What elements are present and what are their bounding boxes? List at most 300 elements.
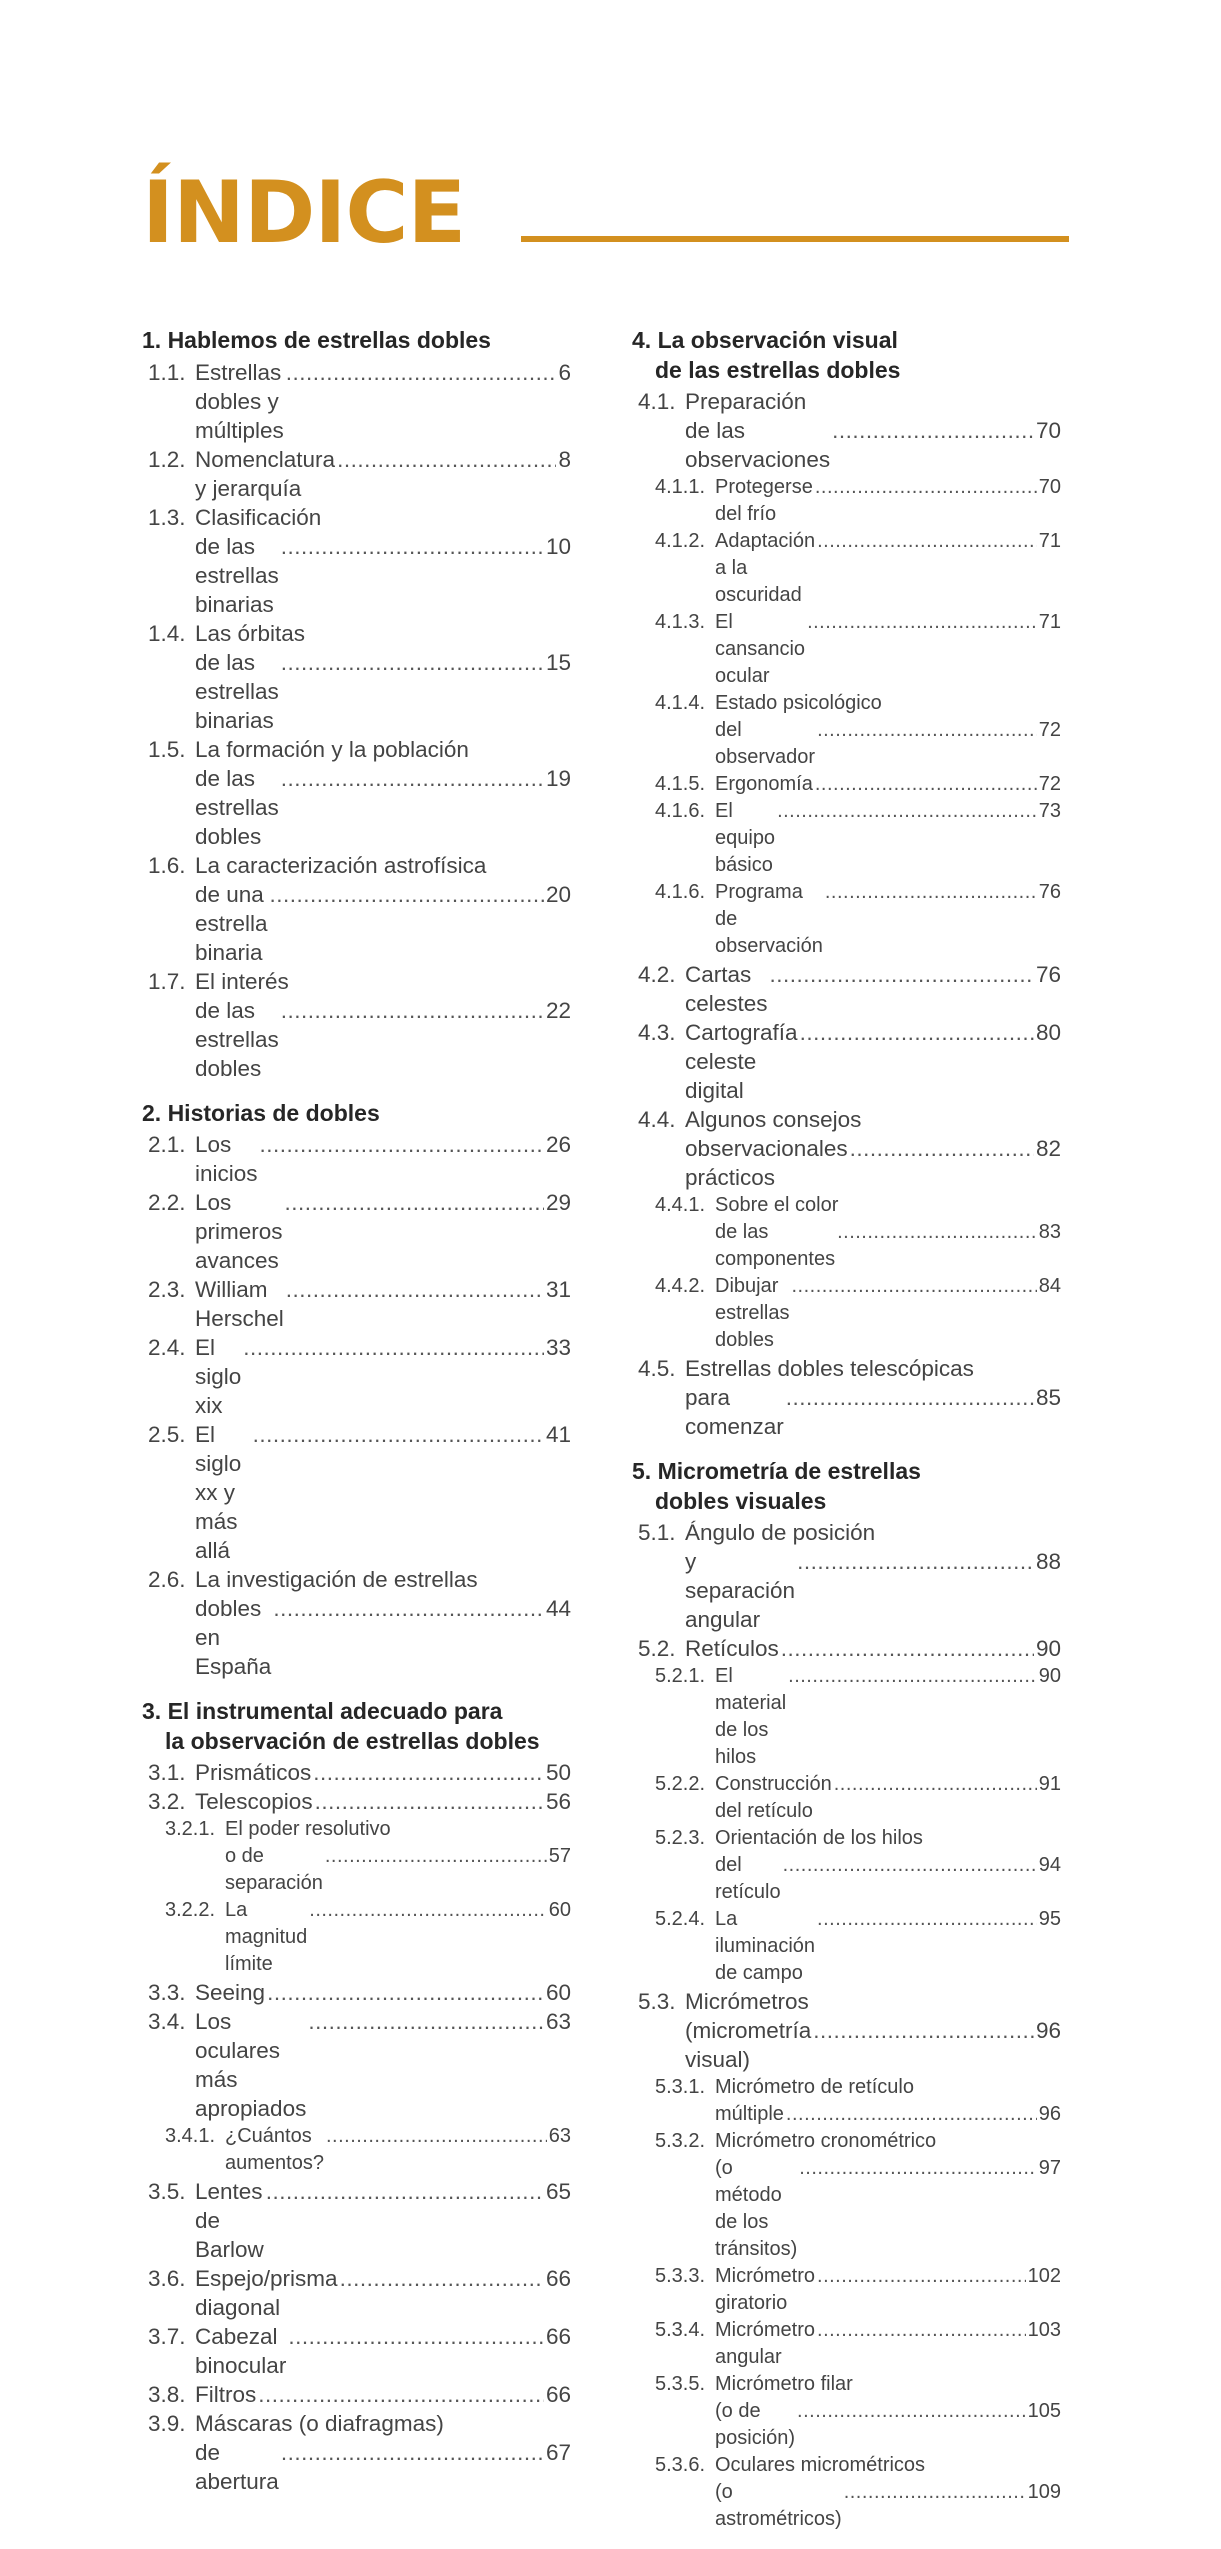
- chapter-entries: [632, 387, 1061, 1441]
- entry-title: La investigación de estrellas: [195, 1567, 478, 1592]
- entry-number: 5.1.: [638, 1520, 676, 1545]
- entry-page: 57: [548, 1845, 571, 1867]
- dot-leader: [825, 879, 1037, 906]
- entry-number: 1.4.: [148, 620, 186, 646]
- entry-page: 31: [545, 1277, 571, 1302]
- entry-text: [715, 1273, 1061, 1354]
- entry-number: 2.2.: [148, 1190, 186, 1215]
- entry-number: 5.2.2.: [655, 1773, 706, 1795]
- entry-number: 5.3.3.: [655, 2265, 706, 2287]
- entry-page: 66: [545, 2382, 571, 2407]
- entry-title: Micrómetro cronométrico: [715, 2130, 937, 2152]
- dot-leader: [797, 2398, 1026, 2425]
- page-title: ÍNDICE: [142, 163, 466, 263]
- entry-page: 80: [1035, 1020, 1061, 1045]
- entry-title: Orientación de los hilos: [715, 1827, 923, 1849]
- toc-entry[interactable]: [632, 2263, 1061, 2317]
- entry-title: Micrómetro de retículo: [715, 2076, 914, 2098]
- entry-text: [195, 1275, 571, 1333]
- entry-title-continuation: [685, 416, 1061, 474]
- entry-title: Micrómetro giratorio: [715, 2265, 816, 2314]
- chapter-title-line: 3. El instrumental adecuado para: [142, 1698, 503, 1724]
- entry-title: Telescopios: [195, 1789, 313, 1814]
- entry-title: El cansancio ocular: [715, 611, 806, 687]
- entry-text: [715, 1192, 1061, 1273]
- entry-page: 60: [545, 1980, 571, 2005]
- entry-title: Ergonomía: [715, 773, 813, 795]
- toc-entry[interactable]: [142, 1275, 571, 1333]
- entry-number: 3.4.1.: [165, 2125, 216, 2147]
- entry-page: 83: [1038, 1221, 1061, 1243]
- dot-leader: [800, 1018, 1034, 1047]
- dot-leader: [799, 2155, 1037, 2182]
- toc-entry[interactable]: [142, 619, 571, 735]
- toc-entry[interactable]: [142, 1188, 571, 1275]
- entry-title: (micrometría visual): [685, 2018, 812, 2072]
- entry-text: [195, 2007, 571, 2123]
- entry-text: [195, 2380, 571, 2409]
- dot-leader: [815, 474, 1037, 501]
- entry-number: 1.1.: [148, 359, 186, 385]
- entry-page: 94: [1038, 1854, 1061, 1876]
- chapter-title-line: 4. La observación visual: [632, 327, 898, 353]
- entry-title: La formación y la población: [195, 736, 469, 762]
- toc-entry[interactable]: [632, 474, 1061, 528]
- entry-title: Las órbitas: [195, 620, 306, 646]
- entry-text: [685, 1987, 1061, 2074]
- entry-page: 33: [545, 1335, 571, 1360]
- dot-leader: [273, 1594, 544, 1623]
- entry-number: 3.2.: [148, 1789, 186, 1814]
- entry-page: 88: [1035, 1549, 1061, 1574]
- dot-leader: [325, 1843, 547, 1870]
- entry-title: Cabezal binocular: [195, 2324, 287, 2378]
- toc-entry[interactable]: [632, 2452, 1061, 2533]
- entry-text: [715, 609, 1061, 690]
- toc-entry[interactable]: [142, 1758, 571, 1787]
- chapter-title-line: 1. Hablemos de estrellas dobles: [142, 327, 491, 353]
- chapter-title-line: la observación de estrellas dobles: [165, 1727, 540, 1754]
- entry-page: 84: [1038, 1275, 1061, 1297]
- chapter-title[interactable]: [632, 326, 1061, 385]
- entry-text: [195, 445, 571, 503]
- toc-entry[interactable]: [632, 1018, 1061, 1105]
- entry-number: 2.1.: [148, 1132, 186, 1157]
- entry-title: de las estrellas binarias: [195, 533, 279, 617]
- toc-entry[interactable]: [632, 1825, 1061, 1906]
- dot-leader: [281, 996, 544, 1025]
- entry-text: [195, 967, 571, 1083]
- entry-text: [715, 1825, 1061, 1906]
- toc-entry[interactable]: [632, 1663, 1061, 1771]
- entry-page: 22: [545, 997, 571, 1023]
- toc-entry[interactable]: [142, 967, 571, 1083]
- entry-title: de las componentes: [715, 1221, 836, 1270]
- dot-leader: [243, 1333, 544, 1362]
- toc-entry[interactable]: [632, 1354, 1061, 1441]
- entry-text: [225, 1897, 571, 1978]
- dot-leader: [832, 416, 1034, 445]
- dot-leader: [309, 1897, 546, 1924]
- entry-page: 65: [545, 2179, 571, 2204]
- entry-number: 4.1.6.: [655, 800, 706, 822]
- entry-number: 4.5.: [638, 1356, 676, 1381]
- dot-leader: [786, 2101, 1037, 2128]
- entry-page: 60: [548, 1899, 571, 1921]
- entry-title: y separación angular: [685, 1549, 796, 1632]
- entry-title-continuation: [715, 2479, 1061, 2533]
- entry-text: [715, 528, 1061, 609]
- entry-text: [715, 474, 1061, 528]
- entry-title: ¿Cuántos aumentos?: [225, 2125, 324, 2174]
- entry-number: 1.6.: [148, 852, 186, 878]
- toc-entry[interactable]: [142, 1787, 571, 1816]
- entry-number: 4.1.3.: [655, 611, 706, 633]
- toc-entry[interactable]: [142, 2007, 571, 2123]
- entry-text: [685, 1354, 1061, 1441]
- dot-leader: [281, 648, 544, 677]
- entry-title-continuation: [685, 1547, 1061, 1634]
- entry-title: dobles en España: [195, 1596, 272, 1679]
- toc-entry[interactable]: [142, 1333, 571, 1420]
- entry-number: 3.3.: [148, 1980, 186, 2005]
- dot-leader: [817, 2263, 1026, 2290]
- entry-title: Programa de observación: [715, 881, 823, 957]
- entry-text: [195, 2264, 571, 2322]
- entry-number: 4.3.: [638, 1020, 676, 1045]
- dot-leader: [258, 2380, 544, 2409]
- entry-text: [225, 1816, 571, 1897]
- entry-text: [195, 1333, 571, 1420]
- toc-entry[interactable]: [142, 2409, 571, 2496]
- toc-entry[interactable]: [142, 2322, 571, 2380]
- toc-entry[interactable]: [632, 1634, 1061, 1663]
- entry-title: para comenzar: [685, 1385, 784, 1439]
- entry-title: Dibujar estrellas dobles: [715, 1275, 790, 1351]
- entry-number: 4.4.: [638, 1107, 676, 1132]
- entry-title: (o astrométricos): [715, 2481, 842, 2530]
- toc-entry[interactable]: [142, 2264, 571, 2322]
- entry-title: de las estrellas binarias: [195, 649, 279, 733]
- dot-leader: [340, 2264, 544, 2293]
- entry-text: [195, 358, 571, 445]
- entry-page: 71: [1038, 530, 1061, 552]
- entry-number: 3.6.: [148, 2266, 186, 2291]
- toc-entry[interactable]: [142, 2380, 571, 2409]
- entry-text: [195, 2409, 571, 2496]
- entry-title: Preparación: [685, 389, 807, 414]
- entry-number: 4.4.2.: [655, 1275, 706, 1297]
- toc-entry[interactable]: [142, 1130, 571, 1188]
- entry-title: Micrómetro angular: [715, 2319, 816, 2368]
- entry-title-continuation: [195, 532, 571, 619]
- entry-title: El interés: [195, 968, 289, 994]
- entry-text: [195, 2322, 571, 2380]
- entry-text: [225, 2123, 571, 2177]
- entry-text: [715, 1771, 1061, 1825]
- entry-number: 5.3.: [638, 1989, 676, 2014]
- entry-number: 3.4.: [148, 2009, 186, 2034]
- toc-entry[interactable]: [142, 445, 571, 503]
- dot-leader: [837, 1219, 1037, 1246]
- toc-entry[interactable]: [632, 2128, 1061, 2263]
- entry-number: 4.1.1.: [655, 476, 706, 498]
- entry-text: [685, 1518, 1061, 1634]
- entry-number: 2.5.: [148, 1422, 186, 1447]
- toc-entry[interactable]: [142, 851, 571, 967]
- toc-entry[interactable]: [142, 1897, 571, 1978]
- entry-title: La magnitud límite: [225, 1899, 308, 1975]
- toc-entry[interactable]: [632, 1273, 1061, 1354]
- chapter-title[interactable]: [142, 326, 571, 356]
- toc-entry[interactable]: [632, 1192, 1061, 1273]
- entry-number: 4.1.4.: [655, 692, 706, 714]
- entry-title-continuation: [195, 996, 571, 1083]
- entry-number: 5.3.1.: [655, 2076, 706, 2098]
- entry-title: Cartas celestes: [685, 962, 768, 1016]
- entry-number: 3.5.: [148, 2179, 186, 2204]
- entry-text: [195, 1787, 571, 1816]
- entry-text: [715, 2074, 1061, 2128]
- toc-entry[interactable]: [632, 1771, 1061, 1825]
- entry-title: Lentes de Barlow: [195, 2179, 264, 2262]
- entry-number: 5.2.1.: [655, 1665, 706, 1687]
- entry-title: Micrómetro filar: [715, 2373, 853, 2395]
- dot-leader: [817, 1906, 1037, 1933]
- entry-title: Construcción del retículo: [715, 1773, 832, 1822]
- entry-title-continuation: [715, 717, 1061, 771]
- toc-entry[interactable]: [632, 387, 1061, 474]
- entry-page: 41: [545, 1422, 571, 1447]
- entry-title-continuation: [715, 1852, 1061, 1906]
- entry-title: o de separación: [225, 1845, 323, 1894]
- entry-number: 2.6.: [148, 1567, 186, 1592]
- entry-text: [715, 2263, 1061, 2317]
- entry-page: 90: [1035, 1636, 1061, 1661]
- entry-title-continuation: [195, 764, 571, 851]
- entry-title: Los inicios: [195, 1132, 258, 1186]
- dot-leader: [286, 358, 557, 387]
- toc-entry[interactable]: [632, 1518, 1061, 1634]
- chapter-title[interactable]: [142, 1697, 571, 1756]
- entry-title: del retículo: [715, 1854, 781, 1903]
- entry-number: 3.9.: [148, 2411, 186, 2436]
- entry-page: 76: [1038, 881, 1061, 903]
- dot-leader: [783, 1852, 1037, 1879]
- dot-leader: [817, 528, 1037, 555]
- entry-text: [195, 1420, 571, 1565]
- dot-leader: [797, 1547, 1034, 1576]
- entry-text: [195, 1565, 571, 1681]
- entry-title: Retículos: [685, 1636, 779, 1661]
- entry-page: 109: [1027, 2481, 1061, 2503]
- chapter-entries: [632, 1518, 1061, 2533]
- entry-title: Estrellas dobles telescópicas: [685, 1356, 974, 1381]
- entry-page: 103: [1027, 2319, 1061, 2341]
- toc-entry[interactable]: [142, 735, 571, 851]
- entry-number: 5.2.4.: [655, 1908, 706, 1930]
- entry-page: 85: [1035, 1385, 1061, 1410]
- entry-number: 3.2.2.: [165, 1899, 216, 1921]
- entry-text: [195, 619, 571, 735]
- entry-number: 3.7.: [148, 2324, 186, 2349]
- dot-leader: [253, 1420, 544, 1449]
- entry-title: Espejo/prisma diagonal: [195, 2266, 338, 2320]
- dot-leader: [777, 798, 1037, 825]
- entry-page: 72: [1038, 773, 1061, 795]
- entry-page: 96: [1038, 2103, 1061, 2125]
- chapter-title-line: de las estrellas dobles: [655, 356, 901, 383]
- chapter-title[interactable]: [632, 1457, 1061, 1516]
- dot-leader: [788, 1663, 1037, 1690]
- entry-title: Máscaras (o diafragmas): [195, 2411, 444, 2436]
- toc-entry[interactable]: [632, 798, 1061, 879]
- chapter-title-line: dobles visuales: [655, 1487, 827, 1514]
- dot-leader: [286, 1275, 544, 1304]
- toc-column-left: [142, 326, 571, 2512]
- entry-page: 6: [558, 359, 571, 385]
- chapter-title-line: 2. Historias de dobles: [142, 1099, 380, 1126]
- dot-leader: [315, 1787, 544, 1816]
- entry-page: 29: [545, 1190, 571, 1215]
- toc-entry[interactable]: [632, 528, 1061, 609]
- entry-number: 4.4.1.: [655, 1194, 706, 1216]
- entry-page: 63: [545, 2009, 571, 2034]
- entry-page: 50: [545, 1760, 571, 1785]
- entry-text: [715, 771, 1061, 798]
- entry-text: [715, 2128, 1061, 2263]
- entry-title-continuation: [195, 1594, 571, 1681]
- entry-page: 72: [1038, 719, 1061, 741]
- entry-title-continuation: [685, 2016, 1061, 2074]
- toc-entry[interactable]: [632, 879, 1061, 960]
- toc-entry[interactable]: [142, 503, 571, 619]
- dot-leader: [781, 1634, 1034, 1663]
- chapter-entries: [142, 1758, 571, 2496]
- entry-page: 8: [558, 446, 571, 472]
- entry-title-continuation: [685, 1134, 1061, 1192]
- toc-entry[interactable]: [632, 2317, 1061, 2371]
- toc-entry[interactable]: [632, 1906, 1061, 1987]
- toc-entry[interactable]: [142, 2177, 571, 2264]
- entry-page: 70: [1038, 476, 1061, 498]
- entry-title: de una estrella binaria: [195, 881, 268, 965]
- chapter-entries: [142, 1130, 571, 1681]
- entry-text: [715, 879, 1061, 960]
- entry-number: 4.1.6.: [655, 881, 706, 903]
- entry-page: 10: [545, 533, 571, 559]
- dot-leader: [786, 1383, 1034, 1412]
- entry-number: 2.3.: [148, 1277, 186, 1302]
- entry-text: [195, 2177, 571, 2264]
- entry-text: [195, 503, 571, 619]
- entry-title: de las observaciones: [685, 418, 831, 472]
- entry-title: Nomenclatura y jerarquía: [195, 446, 336, 501]
- toc-column-right: [632, 326, 1061, 2549]
- entry-title: Adaptación a la oscuridad: [715, 530, 816, 606]
- dot-leader: [267, 1978, 544, 2007]
- dot-leader: [817, 717, 1037, 744]
- entry-text: [685, 1634, 1061, 1663]
- entry-number: 5.3.4.: [655, 2319, 706, 2341]
- entry-title: Ángulo de posición: [685, 1520, 876, 1545]
- entry-title: El equipo básico: [715, 800, 776, 876]
- entry-title: de las estrellas dobles: [195, 997, 279, 1081]
- entry-number: 1.5.: [148, 736, 186, 762]
- entry-title: Estado psicológico: [715, 692, 882, 714]
- entry-title-continuation: [715, 2398, 1061, 2452]
- entry-title: del observador: [715, 719, 816, 768]
- title-rule: [521, 236, 1069, 242]
- entry-text: [195, 1758, 571, 1787]
- toc-entry[interactable]: [142, 1420, 571, 1565]
- entry-title-continuation: [195, 2438, 571, 2496]
- entry-number: 5.2.3.: [655, 1827, 706, 1849]
- entry-title: Los oculares más apropiados: [195, 2009, 307, 2121]
- entry-title: Seeing: [195, 1980, 266, 2005]
- toc-entry[interactable]: [632, 960, 1061, 1018]
- dot-leader: [281, 2438, 544, 2467]
- entry-title: Protegerse del frío: [715, 476, 813, 525]
- dot-leader: [281, 764, 544, 793]
- entry-text: [715, 2452, 1061, 2533]
- entry-number: 5.3.2.: [655, 2130, 706, 2152]
- entry-title: (o de posición): [715, 2400, 796, 2449]
- toc-entry[interactable]: [142, 1565, 571, 1681]
- entry-title: Los primeros avances: [195, 1190, 283, 1273]
- entry-number: 5.3.5.: [655, 2373, 706, 2395]
- entry-title: La caracterización astrofísica: [195, 852, 487, 878]
- chapter-title[interactable]: [142, 1099, 571, 1129]
- entry-page: 71: [1038, 611, 1061, 633]
- entry-text: [715, 2371, 1061, 2452]
- toc-entry[interactable]: [142, 1816, 571, 1897]
- entry-title-continuation: [685, 1383, 1061, 1441]
- toc-entry[interactable]: [142, 358, 571, 445]
- entry-title: El material de los hilos: [715, 1665, 787, 1768]
- toc-entry[interactable]: [632, 690, 1061, 771]
- dot-leader: [791, 1273, 1036, 1300]
- entry-number: 4.1.2.: [655, 530, 706, 552]
- entry-title: Cartografía celeste digital: [685, 1020, 798, 1103]
- entry-page: 90: [1038, 1665, 1061, 1687]
- dot-leader: [308, 2007, 544, 2036]
- toc-entry[interactable]: [632, 1987, 1061, 2074]
- toc-entry[interactable]: [632, 2074, 1061, 2128]
- toc-entry[interactable]: [632, 771, 1061, 798]
- entry-number: 4.2.: [638, 962, 676, 987]
- toc-entry[interactable]: [142, 2123, 571, 2177]
- toc-entry[interactable]: [632, 2371, 1061, 2452]
- dot-leader: [313, 1758, 544, 1787]
- chapter-entries: [142, 358, 571, 1083]
- entry-title: El siglo xix: [195, 1335, 242, 1418]
- toc-entry[interactable]: [142, 1978, 571, 2007]
- entry-title: Algunos consejos: [685, 1107, 862, 1132]
- entry-number: 5.3.6.: [655, 2454, 706, 2476]
- toc-entry[interactable]: [632, 1105, 1061, 1192]
- entry-page: 97: [1038, 2157, 1061, 2179]
- entry-number: 1.3.: [148, 504, 186, 530]
- entry-text: [715, 690, 1061, 771]
- dot-leader: [266, 2177, 544, 2206]
- dot-leader: [270, 880, 544, 909]
- dot-leader: [844, 2479, 1026, 2506]
- entry-page: 63: [548, 2125, 571, 2147]
- entry-title: de abertura: [195, 2440, 279, 2494]
- toc-entry[interactable]: [632, 609, 1061, 690]
- entry-page: 44: [545, 1596, 571, 1621]
